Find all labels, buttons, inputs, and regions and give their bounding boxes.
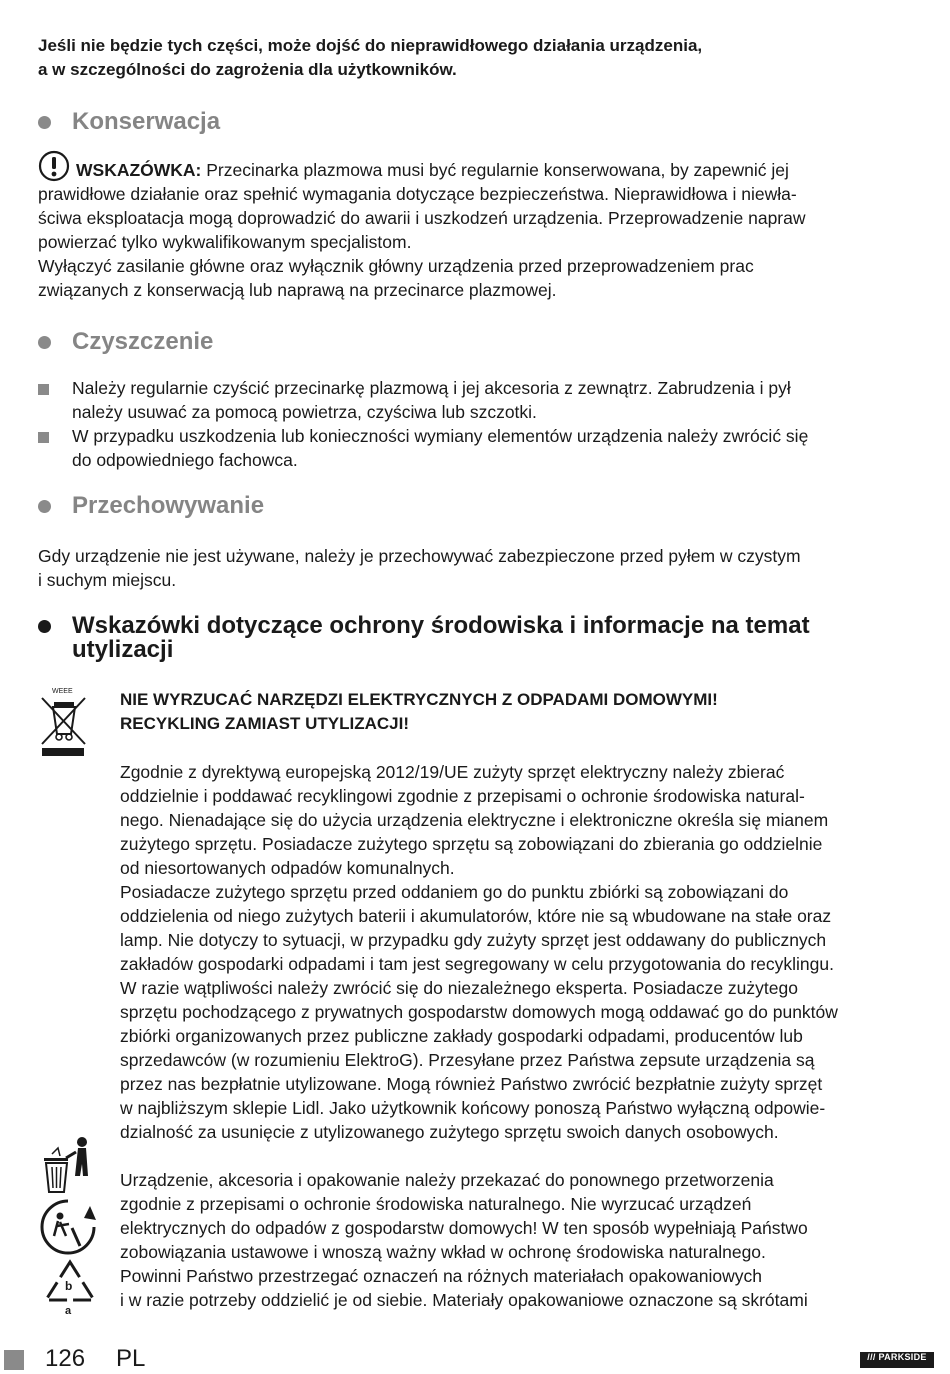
heading-environment: Wskazówki dotyczące ochrony środowiska i informacje na temat utylizacji [38,614,914,662]
footer-square-icon [4,1350,24,1370]
heading-cleaning: Czyszczenie [38,326,914,358]
page-footer [0,1340,950,1374]
intro-warning: Jeśli nie będzie tych części, może dojść do nieprawidłowego działania urządzenia, a w szczególności do zagrożenia dla użytkowników. [38,36,703,79]
document-page [38,34,914,1316]
weee-paragraph: Zgodnie z dyrektywą europejską 2012/19/UE zużyty sprzęt elektryczny należy zbierać oddzielnie i poddawać recyklingowi zgodnie z przepisami o ochronie środowiska natural- nego. Nienadające się do użycia urządzenia elektryczne i elektroniczne określa się mianem zużytego sprzętu. Posiadacze zużytego sprzętu są zobowiązani do zbierania go oddzielnie od niesortowanych odpadów komunalnych. Posiadacze zużytego sprzętu przed oddaniem go do punktu zbiórki są zobowiązani do oddzielenia od niego zużytych baterii i akumulatorów, które nie są wbudowane na stałe oraz lamp. Nie dotyczy to sytuacji, w przypadku gdy zużyty sprzęt jest oddawany do publicznych zakładów gospodarki odpadami i tam jest segregowany w celu przygotowania do recyklingu. W razie wątpliwości należy zwrócić się do niezależnego eksperta. Posiadacze zużytego sprzętu pochodzącego z prywatnych gospodarstw domowych mogą oddawać go do punktów zbiórki organizowanych przez publiczne zakłady gospodarki odpadami, producentów lub sprzedawców (w rozumieniu ElektroG). Przesyłane przez Państwa zepsute urządzenia są przez nas bezpłatnie utylizowane. Mogą również Państwo zwrócić bezpłatnie zużyty sprzęt w najbliższym sklepie Lidl. Jako użytkownik końcowy ponoszą Państwo wyłączną odpowie- dzialność za usunięcie z utylizowanego zużytego sprzętu swoich danych osobowych. [120,762,838,1142]
recycling-paragraph: Urządzenie, akcesoria i opakowanie należy przekazać do ponownego przetworzenia zgodnie z przepisami o ochronie środowiska naturalnego. Nie wyrzucać urządzeń elektrycznych do odpadów z gospodarstw domowych! W ten sposób wypełniają Państwo zobowiązania ustawowe i wnoszą ważny wkład w ochronę środowiska naturalnego. Powinni Państwo przestrzegać oznaczeń na różnych materiałach opakowaniowych i w razie potrzeby oddzielić je od siebie. Materiały opakowaniowe oznaczone są skrótami [120,1170,808,1310]
bullet-icon [38,336,51,349]
heading-storage: Przechowywanie [38,490,914,522]
list-item: Należy regularnie czyścić przecinarkę plazmową i jej akcesoria z zewnątrz. Zabrudzenia i pył należy usuwać za pomocą powietrza, czyściwa lub szczotki. [38,376,914,424]
weee-section [38,688,914,1144]
note-label: WSKAZÓWKA: [76,160,202,180]
recycling-icons [38,1136,98,1316]
page-number: 126 [45,1345,86,1372]
list-item: W przypadku uszkodzenia lub konieczności wymiany elementów urządzenia należy zwrócić się do odpowiedniego fachowca. [38,424,914,472]
recycling-section [38,1168,914,1316]
square-bullet-icon [38,384,49,395]
bullet-icon [38,500,51,513]
trash-disposal-icon [44,1137,88,1192]
svg-text:a: a [65,1305,72,1316]
recycling-triangle-icon [46,1262,94,1316]
svg-text:WEEE: WEEE [52,688,73,695]
recycling-circle-icon [42,1201,96,1253]
bullet-icon [38,620,51,633]
bullet-icon [38,116,51,129]
brand-logo: /// PARKSIDE [860,1352,934,1368]
exclamation-icon [38,150,70,182]
heading-maintenance: Konserwacja [38,106,914,138]
language-code: PL [116,1345,146,1372]
square-bullet-icon [38,432,49,443]
crossed-bin-weee-icon [38,684,88,756]
storage-paragraph: Gdy urządzenie nie jest używane, należy je przechowywać zabezpieczone przed pyłem w czystym i suchym miejscu. [38,546,801,590]
weee-warning: NIE WYRZUCAĆ NARZĘDZI ELEKTRYCZNYCH Z ODPADAMI DOMOWYMI! RECYKLING ZAMIAST UTYLIZACJI! [120,690,718,733]
svg-text:b: b [65,1279,73,1293]
cleaning-list [38,376,914,472]
maintenance-paragraph: WSKAZÓWKA: Przecinarka plazmowa musi być regularnie konserwowana, by zapewnić jej prawidłowe działanie oraz spełnić wymagania dotyczące bezpieczeństwa. Nieprawidłowa i niewła- ściwa eksploatacja mogą doprowadzić do awarii i uszkodzeń urządzenia. Przeprowadzenie napraw powierzać tylko wykwalifikowanym specjalistom. Wyłączyć zasilanie główne oraz wyłącznik główny urządzenia przed przeprowadzeniem prac związanych z konserwacją lub naprawą na przecinarce plazmowej. [38,150,914,302]
